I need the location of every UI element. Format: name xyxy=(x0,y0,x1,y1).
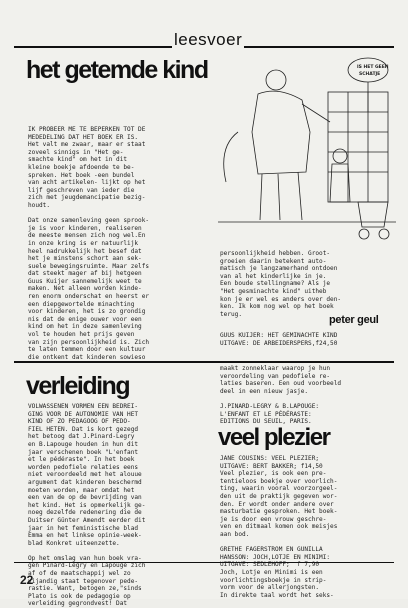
article3-column: JANE COUSINS: VEEL PLEZIER; UITGAVE: BERT BAKKER; f14,50 Veel plezier, is ook een pre- tentieloos boekje over voorlich- ting, waarin vooral voorzorgeel- den uit de praktijk gegeven wor- den. Er wordt onder andere over masturbatie gesproken. Het boek- je is door een vrouw geschre- ven en ditmaal komen ook meisjes aan bod. GRETHE FAGERSTROM EN GUNILLA HANSSON: JOCH,LOTJE EN MINIMI: UITGAVE: SEDLEHOFF; f 7,90 Joch, Lotje en Minimi is een voorlichtingsboekje in strip- vorm voor de allerjongsten. In direkte taal wordt het seks- xyxy=(220,455,338,599)
article2-column-1: VOLWASSENEN VORMEN EEN BEDREI- GING VOOR DE AUTONOMIE VAN HET KIND OF ZO PEDAGOOG OF PEDO- FIEL HETEN. Dat is kort gezegd het betoog dat J.Pinard-Legry en B.Lapouge houden in hun dit jaar verschenen boek "L'enfant et le pédéraste". In het boek worden pedofiele relaties eens niet veroordeeld met het alouue argument dat kinderen beschermd moeten worden, maar omdat het een van de op de bevrijding van het kind. Het is opmerkelijk ge- noeg dezelfde redenering die de Duitser Günter Amendt eerder dit jaar in het feministische blad Emma en het linkse opinie-week- blad Konkret uiteenzette. Op het omslag van hun boek vra- gen Pinard-Legry en Lapouge zich af of de maatschappij wel zo vijandig staat tegenover pede- rastie. Want, betogen ze,"sinds Plato is ook de pedagogie op verleiding gegrondvest! Dat xyxy=(28,403,146,608)
author-signature: peter geul xyxy=(329,314,379,326)
article1-column-2: persoonlijkheid hebben. Groot- groeien daarin betekent auto- matisch je langzamerhand ontdoen van al het kinderlijke in je. Een boude stellingname? Als je "Het gesminachte kind" uitheb kon je er wel es anders over den- ken. Ik kom nog wel op het boek terug. xyxy=(220,250,342,318)
headline-verleiding: verleiding xyxy=(26,372,130,400)
bottom-rule xyxy=(14,562,394,563)
sign-text-1: IS HET GEEN xyxy=(357,65,389,70)
article1-column-1: IK PROBEER ME TE BEPERKEN TOT DE MEDEDELING DAT HET BOEK ER IS. Het valt me zwaar, maar er staat zoveel sinnigs in "Het ge- smachte kind" om het in dit kleine boekje afdoende te be- spreken. Het boek -een bundel van acht artikelen- lijkt op het lijf geschreven van ieder die zich met jeugdemancipatie bezig- houdt. Dat onze samenleving geen sprook- je is voor kinderen, realiseren de meeste mensen zich nog wel.En in onze kring is er natuurlijk heel nadrukkelijk het besef dat het je minstens schort aan sek- suele bewegingsruimte. Maar zelfs dat steekt mager af bij hetgeen Guus Kuijer sannemelijk weet te maken. Net alleen worden kinde- ren enorm onderschat en heerst er een diepgewortelde minachting voor kinderen, het is zo grondig nis dat de enige ouwer voor een kind om het in deze samenleving vol te houden het prijs geven van zijn persoonlijkheid is. Zich te laten temmen door een kultuur die ontkent dat kinderen sowieso xyxy=(28,126,150,361)
sign-text-2: SCHATJE xyxy=(359,72,381,77)
page-number: 22 xyxy=(20,573,34,587)
divider-rule xyxy=(14,361,394,363)
headline-het-getemde-kind: het getemde kind xyxy=(26,56,208,84)
article2-column-2: maakt zonneklaar waarop je hun veroordeling van pedofiele re- laties baseren. Een oud voorbeeld deel in een nieuw jasje. J.PINARD-LEGRY & B.LAPOUGE: L'ENFANT ET LE PÉDÉRASTE: EDITIONS DU SEUIL, PARIS. xyxy=(220,365,342,426)
headline-veel-plezier: veel plezier xyxy=(218,424,330,451)
article1-credit: GUUS KUIJER: HET GEMINACHTE KIND UITGAVE: DE ARBEIDERSPERS,f24,50 xyxy=(220,332,338,347)
section-label: leesvoer xyxy=(174,30,243,49)
cartoon-mother-child-icon xyxy=(218,52,396,244)
